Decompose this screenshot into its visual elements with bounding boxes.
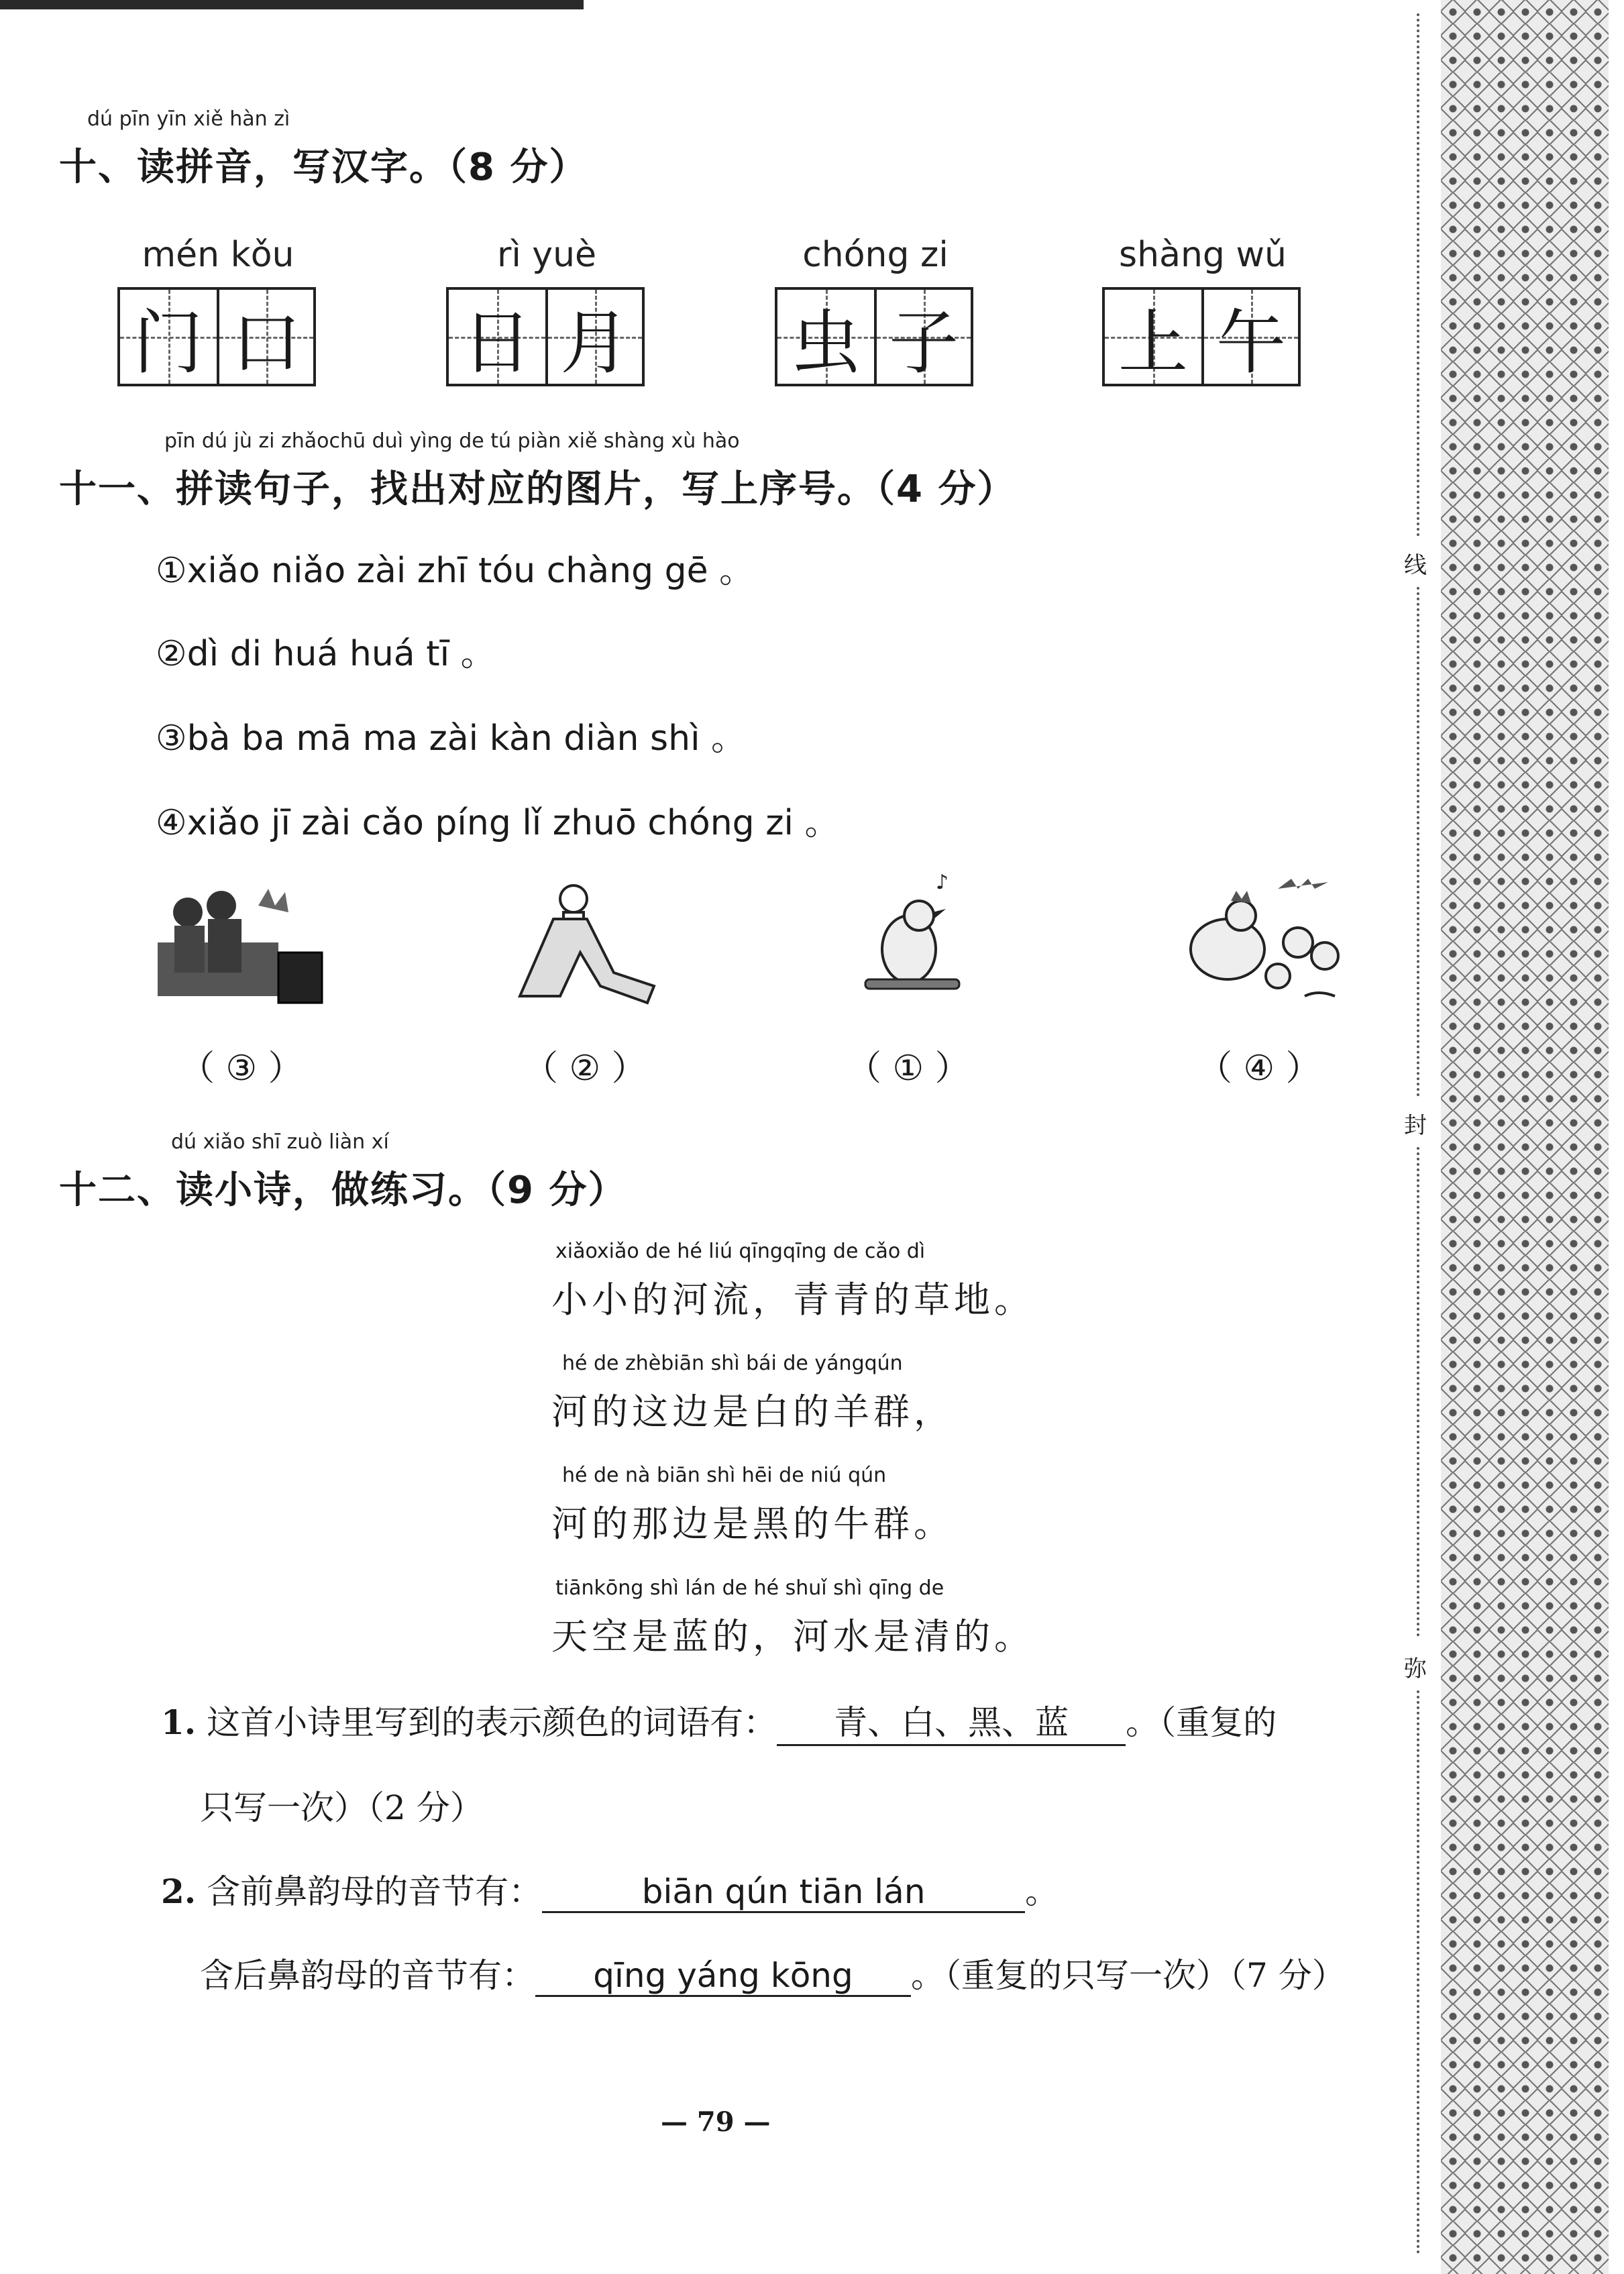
question-2-tail: 。 <box>1025 1872 1059 1911</box>
grid-char: 日 <box>462 302 532 384</box>
binding-seal-char: 封 <box>1404 1112 1427 1139</box>
section11-pinyin: pīn dú jù zi zhǎochū duì yìng de tú piàn xiě shàng xù hào <box>164 429 740 453</box>
page-number: — 79 — <box>661 2106 771 2138</box>
poem-pinyin-3: hé de nà biān shì hēi de niú qún <box>562 1464 887 1487</box>
question-1-answer[interactable]: 青、白、黑、蓝 <box>777 1696 1126 1746</box>
question-1-number: 1. <box>161 1702 197 1742</box>
word-grid-4 <box>1102 287 1301 386</box>
section10-pinyin: dú pīn yīn xiě hàn zì <box>87 107 290 131</box>
answer-3: （ ① ） <box>847 1048 970 1089</box>
grid-cell <box>1201 290 1298 384</box>
poem-line-2: 河的这边是白的羊群， <box>551 1391 954 1433</box>
binding-dots <box>1417 13 1419 537</box>
binding-dots <box>1417 1147 1419 1637</box>
grid-char: 上 <box>1118 302 1188 384</box>
question-2-text: 含前鼻韵母的音节有： <box>207 1872 543 1911</box>
question-2b-text: 含后鼻韵母的音节有： <box>200 1956 535 1995</box>
question-2 <box>161 1865 1059 1913</box>
answer-2: （ ② ） <box>523 1048 647 1089</box>
section12-title: 十二、读小诗，做练习。（9 分） <box>59 1169 627 1212</box>
grid-char: 子 <box>888 302 959 384</box>
answer-4: （ ④ ） <box>1197 1048 1321 1089</box>
question-2b <box>200 1949 1346 1997</box>
question-1 <box>161 1696 1277 1746</box>
grid-char: 门 <box>133 302 203 384</box>
question-2b-answer[interactable]: qīng yáng kōng <box>535 1956 911 1997</box>
decorative-pattern-strip <box>1441 0 1609 2274</box>
poem-pinyin-2: hé de zhèbiān shì bái de yángqún <box>562 1352 903 1375</box>
word-grid-2 <box>446 287 645 386</box>
poem-pinyin-4: tiānkōng shì lán de hé shuǐ shì qīng de <box>555 1576 944 1600</box>
question-1-line2: 只写一次）（2 分） <box>200 1788 484 1827</box>
section11-title: 十一、拼读句子，找出对应的图片，写上序号。（4 分） <box>59 468 1016 511</box>
top-rule <box>0 0 584 9</box>
word-pinyin-3: chóng zi <box>802 235 949 275</box>
answer-1: （ ③ ） <box>180 1048 303 1089</box>
question-2-answer[interactable]: biān qún tiān lán <box>542 1872 1025 1913</box>
bird-picture <box>855 872 969 1013</box>
grid-cell <box>545 290 642 384</box>
binding-dots <box>1417 587 1419 1097</box>
sentence-1: ①xiǎo niǎo zài zhī tóu chàng gē 。 <box>156 551 755 591</box>
svg-text:♪: ♪ <box>936 872 949 894</box>
word-pinyin-2: rì yuè <box>496 235 597 275</box>
poem-pinyin-1: xiǎoxiǎo de hé liú qīngqīng de cǎo dì <box>555 1240 926 1263</box>
slide-picture <box>513 879 661 1006</box>
binding-mi-char: 弥 <box>1404 1656 1427 1682</box>
tv-family-picture <box>158 879 325 1006</box>
question-2b-tail: 。（重复的只写一次）（7 分） <box>911 1956 1346 1995</box>
grid-cell <box>217 290 313 384</box>
word-grid-1 <box>117 287 316 386</box>
grid-char: 月 <box>559 302 630 384</box>
poem-line-3: 河的那边是黑的牛群。 <box>551 1503 954 1545</box>
binding-dots <box>1417 1690 1419 2254</box>
grid-cell <box>449 290 545 384</box>
chicks-picture <box>1171 875 1358 1010</box>
word-pinyin-1: mén kǒu <box>142 235 294 275</box>
grid-char: 午 <box>1215 302 1286 384</box>
grid-cell <box>777 290 874 384</box>
section12-pinyin: dú xiǎo shī zuò liàn xí <box>171 1130 389 1154</box>
sentence-2: ②dì di huá huá tī 。 <box>156 634 496 674</box>
word-grid-3 <box>775 287 973 386</box>
question-1-text: 这首小诗里写到的表示颜色的词语有： <box>207 1703 777 1742</box>
grid-char: 虫 <box>790 302 861 384</box>
question-1-tail: 。（重复的 <box>1126 1703 1277 1742</box>
sentence-4: ④xiǎo jī zài cǎo píng lǐ zhuō chóng zi 。 <box>156 803 840 843</box>
grid-cell <box>1105 290 1201 384</box>
poem-line-4: 天空是蓝的，河水是清的。 <box>551 1615 1034 1658</box>
word-pinyin-4: shàng wǔ <box>1119 235 1287 275</box>
poem-line-1: 小小的河流，青青的草地。 <box>551 1279 1034 1321</box>
binding-line-char: 线 <box>1404 552 1427 579</box>
section10-title: 十、读拼音，写汉字。（8 分） <box>59 146 588 189</box>
sentence-3: ③bà ba mā ma zài kàn diàn shì 。 <box>156 718 747 759</box>
grid-cell <box>874 290 971 384</box>
grid-cell <box>120 290 217 384</box>
grid-char: 口 <box>231 302 301 384</box>
question-2-number: 2. <box>161 1872 197 1911</box>
